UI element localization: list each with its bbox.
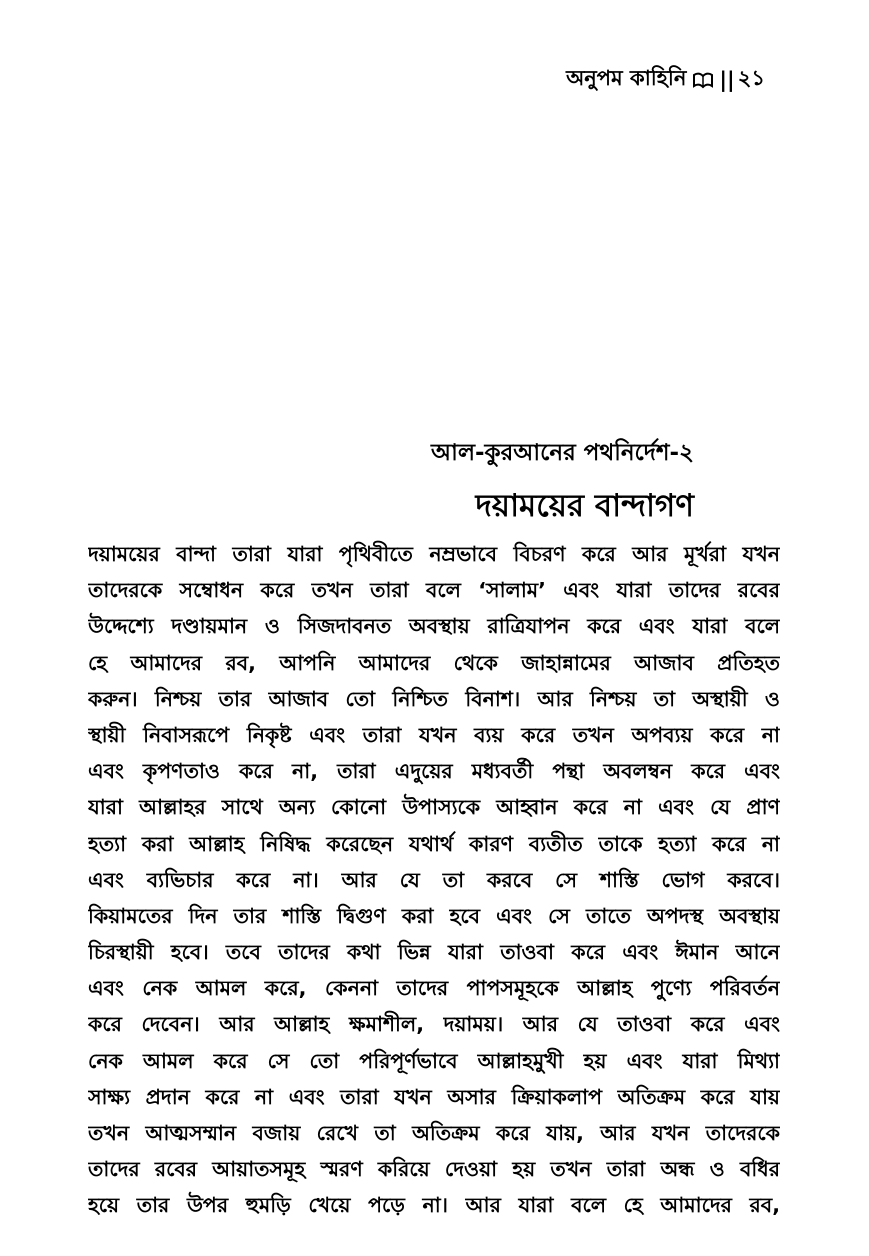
- body-line: হয়ে তার উপর হুমড়ি খেয়ে পড়ে না। আর যারা বলে হে আমাদের রব,: [88, 1193, 780, 1218]
- body-line: এবং ব্যভিচার করে না। আর যে তা করবে সে শাস্তি ভোগ করবে।: [88, 867, 780, 892]
- body-line: এবং নেক আমল করে, কেননা তাদের পাপসমূহকে আল্লাহ পুণ্যে পরিবর্তন: [88, 976, 780, 1001]
- body-line: এবং কৃপণতাও করে না, তারা এদুয়ের মধ্যবর্তী পন্থা অবলম্বন করে এবং: [88, 759, 780, 784]
- body-line: সাক্ষ্য প্রদান করে না এবং তারা যখন অসার ক্রিয়াকলাপ অতিক্রম করে যায়: [88, 1084, 780, 1109]
- body-line: তাদেরকে সম্বোধন করে তখন তারা বলে ‘সালাম’ এবং যারা তাদের রবের: [88, 578, 780, 603]
- header-separator: ||: [719, 67, 735, 92]
- body-line: তখন আত্মসম্মান বজায় রেখে তা অতিক্রম করে যায়, আর যখন তাদেরকে: [88, 1121, 780, 1145]
- body-line: কিয়ামতের দিন তার শাস্তি দ্বিগুণ করা হবে এবং সে তাতে অপদস্থ অবস্থায়: [88, 903, 780, 928]
- book-title: অনুপম কাহিনি: [566, 66, 687, 90]
- chapter-title: দয়াময়ের বান্দাগণ: [475, 488, 694, 524]
- body-line: নেক আমল করে সে তো পরিপূর্ণভাবে আল্লাহমুখী হয় এবং যারা মিথ্যা: [88, 1048, 780, 1073]
- body-line: হে আমাদের রব, আপনি আমাদের থেকে জাহান্নামের আজাব প্রতিহত: [88, 650, 780, 675]
- running-header: [566, 62, 765, 97]
- body-line: করে দেবেন। আর আল্লাহ ক্ষমাশীল, দয়াময়। আর যে তাওবা করে এবং: [88, 1012, 780, 1037]
- body-line: হত্যা করা আল্লাহ নিষিদ্ধ করেছেন যথার্থ কারণ ব্যতীত তাকে হত্যা করে না: [88, 831, 780, 856]
- book-icon: [692, 70, 714, 90]
- section-label: আল-কুরআনের পথনির্দেশ-২: [431, 440, 694, 466]
- body-line: যারা আল্লাহর সাথে অন্য কোনো উপাস্যকে আহ্বান করে না এবং যে প্রাণ: [88, 795, 780, 820]
- page-number: ২১: [737, 66, 765, 90]
- body-line: উদ্দেশ্যে দণ্ডায়মান ও সিজদাবনত অবস্থায় রাত্রিযাপন করে এবং যারা বলে: [88, 614, 780, 639]
- body-line: চিরস্থায়ী হবে। তবে তাদের কথা ভিন্ন যারা তাওবা করে এবং ঈমান আনে: [88, 940, 780, 965]
- body-line: দয়াময়ের বান্দা তারা যারা পৃথিবীতে নম্রভাবে বিচরণ করে আর মূর্খরা যখন: [88, 542, 780, 566]
- body-line: স্থায়ী নিবাসরূপে নিকৃষ্ট এবং তারা যখন ব্যয় করে তখন অপব্যয় করে না: [88, 722, 780, 747]
- body-paragraph: [88, 536, 780, 1224]
- body-line: করুন। নিশ্চয় তার আজাব তো নিশ্চিত বিনাশ। আর নিশ্চয় তা অস্থায়ী ও: [88, 686, 780, 711]
- body-line: তাদের রবের আয়াতসমূহ স্মরণ করিয়ে দেওয়া হয় তখন তারা অন্ধ ও বধির: [88, 1157, 780, 1182]
